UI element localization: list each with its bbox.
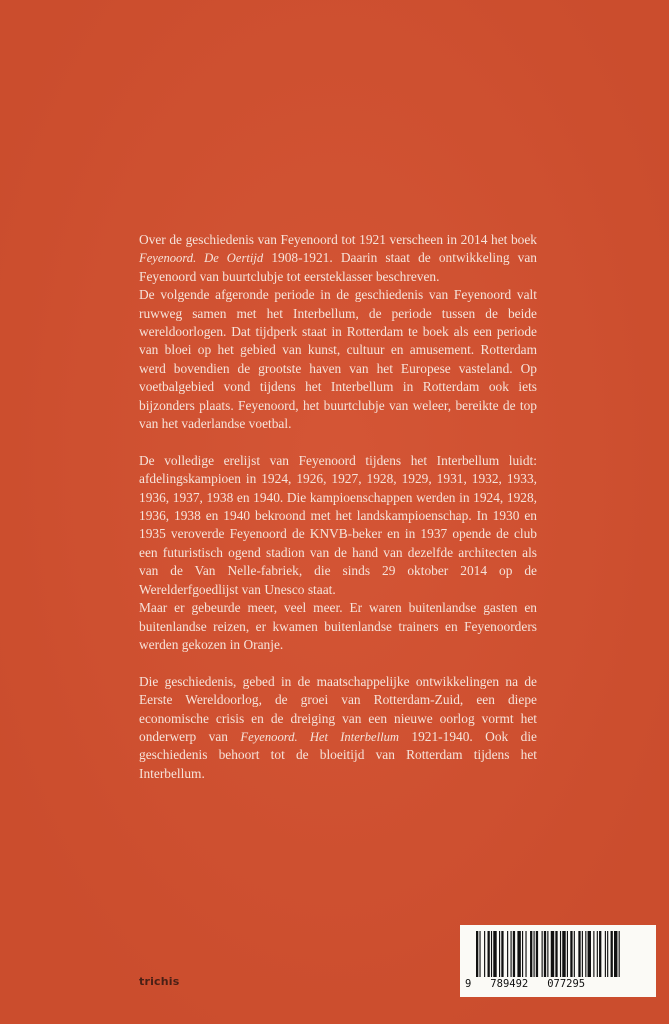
paragraph-intro [139, 231, 537, 286]
barcode-bar [597, 931, 598, 977]
barcode-bars [476, 931, 650, 977]
closing-text-rest: 1921-1940. Ook die geschiedenis behoort tot de bloeitijd van Rotterdam tijdens het Interbellum. [139, 728, 537, 781]
barcode-bar [534, 931, 535, 977]
barcode-bar [551, 931, 554, 977]
publisher-logo: trichis [139, 975, 180, 988]
barcode-bar [488, 931, 490, 977]
barcode-bar [499, 931, 500, 977]
book-title-interbellum: Feyenoord. Het Interbellum [240, 729, 399, 744]
barcode-bar [605, 931, 606, 977]
barcode-bar [476, 931, 478, 977]
barcode-bar [607, 931, 608, 977]
closing-text: Die geschiedenis, gebed in de maatschappelijke ontwikkelingen na de Eerste Wereldoorlog, de groei van Rotterdam-Zuid, een diepe economische crisis en de dreiging van een nieuwe oorlog vormt het onderwerp van [139, 673, 537, 744]
paragraph-erelijst: De volledige erelijst van Feyenoord tijdens het Interbellum luidt: afdelingskampioen in 1924, 1926, 1927, 1928, 1929, 1931, 1932, 1933, 1936, 1937, 1938 en 1940. Die kampioenschappen werden in 1924, 1928, 1936, 1938 en 1940 bekroond met het landskampioenschap. In 1930 en 1935 veroverde Feyenoord de KNVB-beker en in 1937 opende de club een futuristisch ogend stadion van de hand van dezelfde architecten als van de Van Nelle-fabriek, die sinds 29 oktober 2014 op de Werelderfgoedlijst van Unesco staat. [139, 452, 537, 597]
paragraph-meer: Maar er gebeurde meer, veel meer. Er waren buitenlandse gasten en buitenlandse reizen, er kwamen buitenlandse trainers en Feyenoorders werden gekozen in Oranje. [139, 600, 537, 652]
paragraph-geschiedenis [139, 673, 537, 783]
barcode-bar [585, 931, 586, 977]
barcode-bar [517, 931, 520, 977]
barcode-bar [491, 931, 492, 977]
barcode-bar [544, 931, 546, 977]
isbn-group-1: 789492 [490, 978, 529, 990]
barcode-bar [525, 931, 526, 977]
barcode-bar [530, 931, 532, 977]
barcode-bar [493, 931, 496, 977]
barcode-bar [582, 931, 583, 977]
book-title-oertijd: Feyenoord. De Oertijd [139, 251, 264, 266]
intro-text: Over de geschiedenis van Feyenoord tot 1921 verscheen in 2014 het boek [139, 232, 537, 247]
barcode-bar [611, 931, 613, 977]
isbn-barcode [460, 925, 656, 997]
paragraph-interbellum: De volgende afgeronde periode in de geschiedenis van Feyenoord valt ruwweg samen met het Interbellum, de periode tussen de beide wereldoorlogen. Dat tijdperk staat in Rotterdam te boek als een periode van bloei op het gebied van kunst, cultuur en amusement. Rotterdam werd bovendien de grootste haven van het Europese vasteland. Op voetbalgebied vond tijdens het Interbellum in Rotterdam ook iets bijzonders plaats. Feyenoord, het buurtclubje van weleer, bereikte de top van het vaderlandse voetbal. [139, 287, 537, 432]
barcode-bar [484, 931, 485, 977]
barcode-bar [619, 931, 620, 977]
barcode-bar [479, 931, 480, 977]
isbn-number [465, 978, 585, 990]
barcode-bar [555, 931, 557, 977]
barcode-bar [588, 931, 591, 977]
barcode-bar [513, 931, 515, 977]
barcode-bar [614, 931, 617, 977]
barcode-bar [547, 931, 548, 977]
barcode-bar [570, 931, 572, 977]
barcode-bar [511, 931, 512, 977]
blurb [139, 231, 537, 783]
barcode-bar [574, 931, 575, 977]
barcode-bar [599, 931, 601, 977]
barcode-bar [507, 931, 508, 977]
barcode-bar [567, 931, 568, 977]
barcode-bar [560, 931, 561, 977]
barcode-bar [536, 931, 538, 977]
intro-text-rest: 1908-1921. Daarin staat de ontwikkeling van Feyenoord van buurtclubje tot eersteklasser beschreven. [139, 250, 537, 284]
barcode-bar [578, 931, 580, 977]
isbn-group-2: 077295 [547, 978, 586, 990]
barcode-bar [542, 931, 543, 977]
barcode-bar [501, 931, 503, 977]
barcode-bar [562, 931, 565, 977]
isbn-prefix: 9 [465, 978, 472, 990]
barcode-bar [593, 931, 594, 977]
barcode-bar [522, 931, 523, 977]
